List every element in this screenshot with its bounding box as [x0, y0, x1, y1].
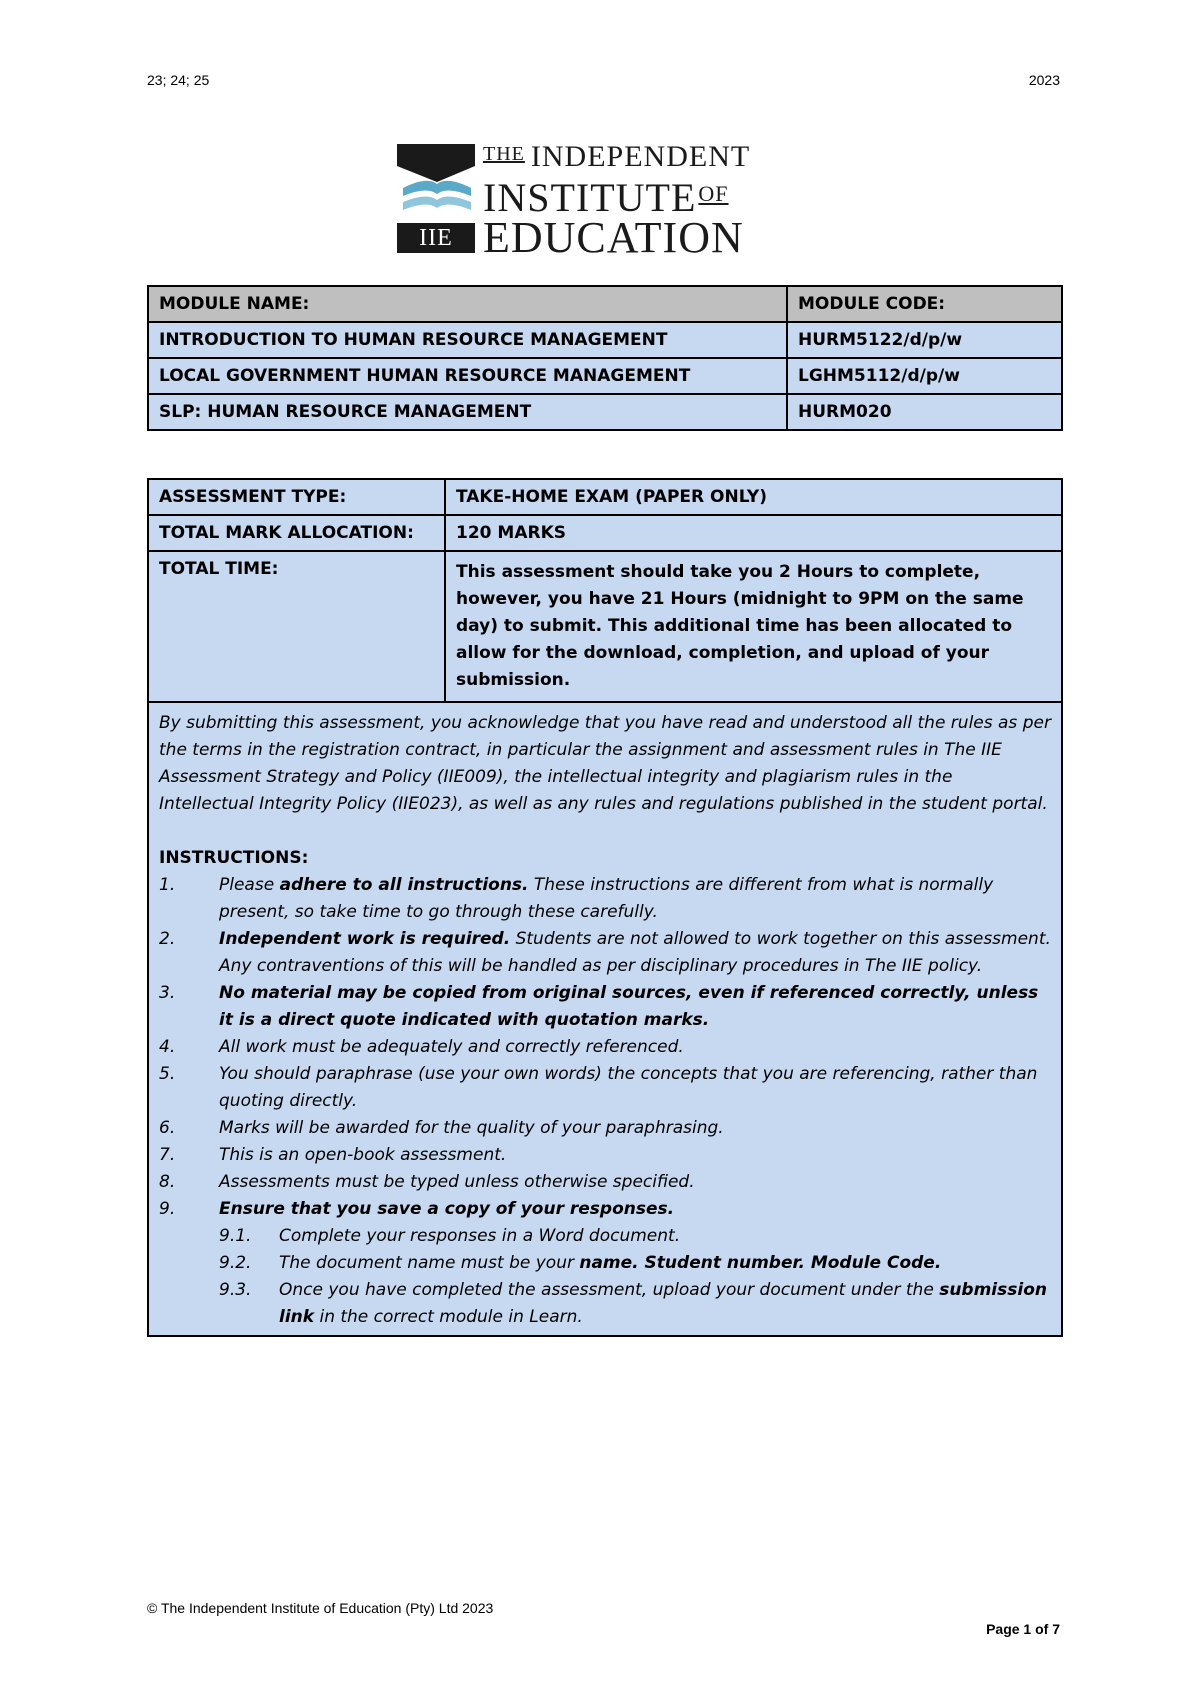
total-time-value: This assessment should take you 2 Hours to complete, however, you have 21 Hours (midnight to 9PM on the same day) to submit. This additional time has been allocated to allow for the download, completion, and upload of your submission.	[445, 551, 1062, 702]
logo-line-independent: $^{THE}$ INDEPENDENT	[483, 140, 751, 173]
module-code-cell: HURM5122/d/p/w	[787, 322, 1062, 358]
module-code-header: MODULE CODE:	[787, 286, 1062, 322]
instruction-subitem	[159, 1223, 1051, 1250]
module-table	[147, 285, 1063, 431]
instruction-subitem-text: Once you have completed the assessment, upload your document under the submission link in the correct module in Learn.	[279, 1280, 1047, 1327]
module-name-cell: INTRODUCTION TO HUMAN RESOURCE MANAGEMENT	[148, 322, 787, 358]
instruction-item-text: This is an open-book assessment.	[219, 1145, 507, 1165]
module-name-cell: SLP: HUMAN RESOURCE MANAGEMENT	[148, 394, 787, 430]
instruction-item-text: Ensure that you save a copy of your responses.	[219, 1199, 675, 1219]
instruction-item-number: 6.	[159, 1118, 176, 1138]
module-row	[148, 394, 1062, 430]
instruction-item	[159, 1142, 1051, 1169]
footer-copyright: © The Independent Institute of Education (Pty) Ltd 2023	[147, 1600, 494, 1616]
instruction-subitem	[159, 1277, 1051, 1331]
instructions-list	[159, 872, 1051, 1331]
instruction-item	[159, 1169, 1051, 1196]
total-time-label: TOTAL TIME:	[148, 551, 445, 702]
instruction-subitem-number: 9.3.	[219, 1280, 252, 1300]
instruction-item	[159, 1034, 1051, 1061]
instruction-item	[159, 980, 1051, 1034]
instruction-subitem	[159, 1250, 1051, 1277]
instruction-item-number: 3.	[159, 983, 176, 1003]
instructions-title: INSTRUCTIONS:	[159, 848, 309, 868]
instruction-item-text: Independent work is required. Students are not allowed to work together on this assessment. Any contraventions of this will be handled as per disciplinary procedures in The IIE policy.	[219, 929, 1051, 976]
total-time-row	[148, 551, 1062, 702]
assessment-type-value: TAKE-HOME EXAM (PAPER ONLY)	[445, 479, 1062, 515]
instruction-item	[159, 872, 1051, 926]
assessment-table	[147, 478, 1063, 1337]
instruction-item-number: 5.	[159, 1064, 176, 1084]
assessment-type-label: ASSESSMENT TYPE:	[148, 479, 445, 515]
module-row	[148, 358, 1062, 394]
instruction-item-number: 8.	[159, 1172, 176, 1192]
instruction-item	[159, 926, 1051, 980]
instructions-cell	[148, 702, 1062, 1336]
instruction-item-text: Marks will be awarded for the quality of your paraphrasing.	[219, 1118, 724, 1138]
instruction-item	[159, 1061, 1051, 1115]
instructions-row	[148, 702, 1062, 1336]
instruction-item	[159, 1196, 1051, 1223]
instruction-subitem-text: The document name must be your name. Student number. Module Code.	[279, 1253, 942, 1273]
instruction-subitem-number: 9.1.	[219, 1226, 252, 1246]
module-code-cell: HURM020	[787, 394, 1062, 430]
instruction-subitem-text: Complete your responses in a Word document.	[279, 1226, 681, 1246]
instruction-item-text: Assessments must be typed unless otherwise specified.	[219, 1172, 695, 1192]
module-table-header	[148, 286, 1062, 322]
instruction-item-text: No material may be copied from original sources, even if referenced correctly, unless it is a direct quote indicated with quotation marks.	[219, 983, 1039, 1030]
module-name-header: MODULE NAME:	[148, 286, 787, 322]
acknowledgement-text: By submitting this assessment, you acknowledge that you have read and understood all the rules as per the terms in the registration contract, in particular the assignment and assessment rules in The IIE Assessment Strategy and Policy (IIE009), the intellectual integrity and plagiarism rules in the Intellectual Integrity Policy (IIE023), as well as any rules and regulations published in the student portal.	[159, 713, 1051, 814]
instruction-item-text: Please adhere to all instructions. These instructions are different from what is normally present, so take time to go through these carefully.	[219, 875, 994, 922]
instruction-item-number: 7.	[159, 1145, 176, 1165]
module-name-cell: LOCAL GOVERNMENT HUMAN RESOURCE MANAGEMENT	[148, 358, 787, 394]
instruction-item	[159, 1115, 1051, 1142]
instruction-item-number: 9.	[159, 1199, 176, 1219]
logo-line-education: EDUCATION	[483, 213, 744, 262]
instruction-item-text: You should paraphrase (use your own words) the concepts that you are referencing, rather than quoting directly.	[219, 1064, 1038, 1111]
instruction-subitem-number: 9.2.	[219, 1253, 252, 1273]
page-number: Page 1 of 7	[986, 1621, 1060, 1637]
iie-logo	[397, 140, 817, 260]
logo-line-institute: $INSTITUTE^{OF}$	[483, 175, 729, 220]
assessment-type-row	[148, 479, 1062, 515]
header-left-text: 23; 24; 25	[147, 72, 210, 88]
total-marks-value: 120 MARKS	[445, 515, 1062, 551]
logo-iie-badge: IIE	[397, 223, 475, 253]
total-marks-row	[148, 515, 1062, 551]
instruction-item-number: 2.	[159, 929, 176, 949]
instruction-item-number: 1.	[159, 875, 176, 895]
module-row	[148, 322, 1062, 358]
module-code-cell: LGHM5112/d/p/w	[787, 358, 1062, 394]
book-emblem-icon	[397, 140, 477, 226]
total-marks-label: TOTAL MARK ALLOCATION:	[148, 515, 445, 551]
instruction-item-number: 4.	[159, 1037, 176, 1057]
instruction-item-text: All work must be adequately and correctly referenced.	[219, 1037, 684, 1057]
header-year: 2023	[1028, 72, 1060, 88]
